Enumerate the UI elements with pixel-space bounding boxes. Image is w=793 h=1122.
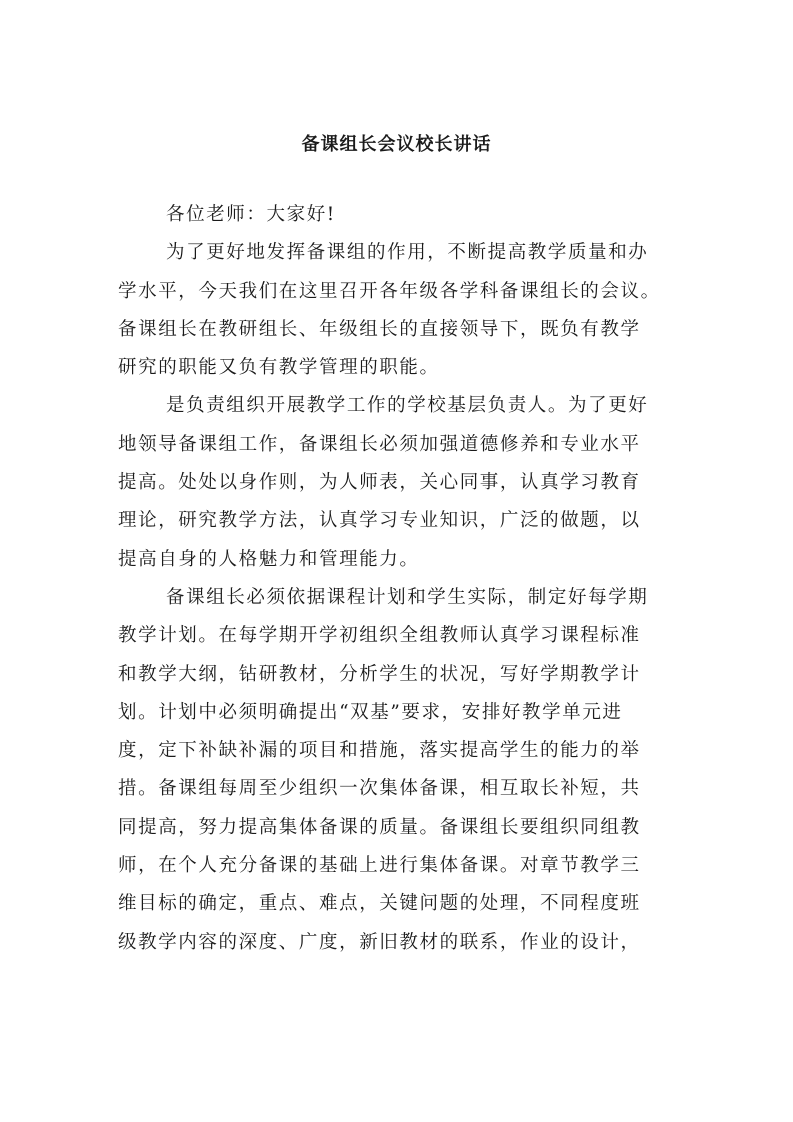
paragraph-3-line-4: 划。计划中必须明确提出“双基”要求，安排好教学单元进 [118, 701, 623, 723]
paragraph-1-line-2: 学水平，今天我们在这里召开各年级各学科备课组长的会议。 [118, 280, 661, 302]
document-body [118, 196, 678, 962]
paragraph-3-line-1: 备课组长必须依据课程计划和学生实际，制定好每学期 [166, 586, 649, 608]
paragraph-3-line-2: 教学计划。在每学期开学初组织全组教师认真学习课程标准 [118, 625, 641, 647]
paragraph-2-line-4: 理论，研究教学方法，认真学习专业知识，广泛的做题，以 [118, 510, 641, 532]
paragraph-1-line-4: 研究的职能又负有教学管理的职能。 [118, 357, 440, 379]
paragraph-3-line-9: 维目标的确定，重点、难点，关键问题的处理，不同程度班 [118, 893, 641, 915]
paragraph-3-line-3: 和教学大纲，钻研教材，分析学生的状况，写好学期教学计 [118, 663, 641, 685]
paragraph-3-line-5: 度，定下补缺补漏的项目和措施，落实提高学生的能力的举 [118, 740, 641, 762]
paragraph-1-line-1: 为了更好地发挥备课组的作用，不断提高教学质量和办 [166, 242, 649, 264]
paragraph-3-line-8: 师，在个人充分备课的基础上进行集体备课。对章节教学三 [118, 855, 641, 877]
paragraph-3-line-6: 措。备课组每周至少组织一次集体备课，相互取长补短，共 [118, 778, 641, 800]
paragraph-2-line-1: 是负责组织开展教学工作的学校基层负责人。为了更好 [166, 395, 649, 417]
greeting-line: 各位老师：大家好! [166, 204, 336, 225]
paragraph-2-line-5: 提高自身的人格魅力和管理能力。 [118, 548, 420, 570]
paragraph-1-line-3: 备课组长在教研组长、年级组长的直接领导下，既负有教学 [118, 318, 641, 340]
paragraph-2-line-2: 地领导备课组工作，备课组长必须加强道德修养和专业水平 [118, 433, 641, 455]
document-title: 备课组长会议校长讲话 [301, 134, 492, 155]
paragraph-3-line-10: 级教学内容的深度、广度，新旧教材的联系，作业的设计， [118, 931, 641, 953]
paragraph-2-line-3: 提高。处处以身作则，为人师表，关心同事，认真学习教育 [118, 472, 641, 494]
paragraph-3-line-7: 同提高，努力提高集体备课的质量。备课组长要组织同组教 [118, 816, 641, 838]
